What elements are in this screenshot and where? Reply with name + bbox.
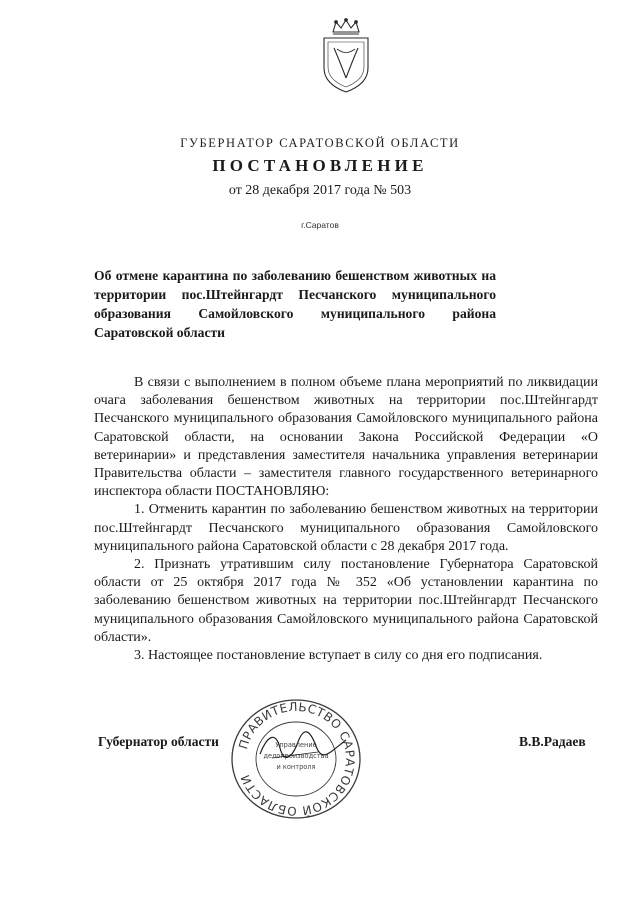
- preamble-paragraph: В связи с выполнением в полном объеме плана мероприятий по ликвидации очага заболевания бешенством животных на территории пос.Штейнгардт Песчанского муниципального образования Самойловского муниципального района Саратовской области, на основании Закона Российской Федерации «О ветеринарии» и представления заместителя начальника управления ветеринарии Правительства области – заместителя главного государственного ветеринарного инспектора области ПОСТАНОВЛЯЮ:: [94, 375, 598, 500]
- document-body: [94, 374, 598, 665]
- signatory-name: В.В.Радаев: [519, 734, 586, 749]
- stamp-line-2: делопроизводства: [263, 752, 329, 760]
- issuing-authority: ГУБЕРНАТОР САРАТОВСКОЙ ОБЛАСТИ: [180, 136, 460, 150]
- document-date-number: от 28 декабря 2017 года № 503: [228, 183, 412, 198]
- document-city: г.Саратов: [301, 220, 339, 230]
- stamp-line-1: Управление: [275, 741, 317, 749]
- stamp-ring-text: ПРАВИТЕЛЬСТВО САРАТОВСКОЙ ОБЛАСТИ: [236, 699, 358, 819]
- clause-3-paragraph: 3. Настоящее постановление вступает в силу со дня его подписания.: [134, 648, 543, 664]
- document-title: Об отмене карантина по заболеванию бешенством животных на территории пос.Штейнгардт Песчанского муниципального образования Самойловского муниципального района Саратовской области: [94, 268, 496, 340]
- signatory-role: Губернатор области: [98, 734, 219, 749]
- clause-2-paragraph: 2. Признать утратившим силу постановление Губернатора Саратовской области от 25 октября 2017 года № 352 «Об установлении карантина по заболеванию бешенством животных на территории пос.Штейнгардт Песчанского муниципального образования Самойловского муниципального района Саратовской области».: [94, 557, 598, 645]
- document-type: ПОСТАНОВЛЕНИЕ: [212, 156, 428, 175]
- clause-1-paragraph: 1. Отменить карантин по заболеванию бешенством животных на территории пос.Штейнгардт Песчанского муниципального образования Самойловского муниципального района Саратовской области с 28 декабря 2017 года.: [94, 502, 598, 554]
- stamp-line-3: и контроля: [276, 763, 316, 771]
- handwritten-signature: [258, 724, 348, 764]
- regional-coat-of-arms-icon: [316, 18, 376, 94]
